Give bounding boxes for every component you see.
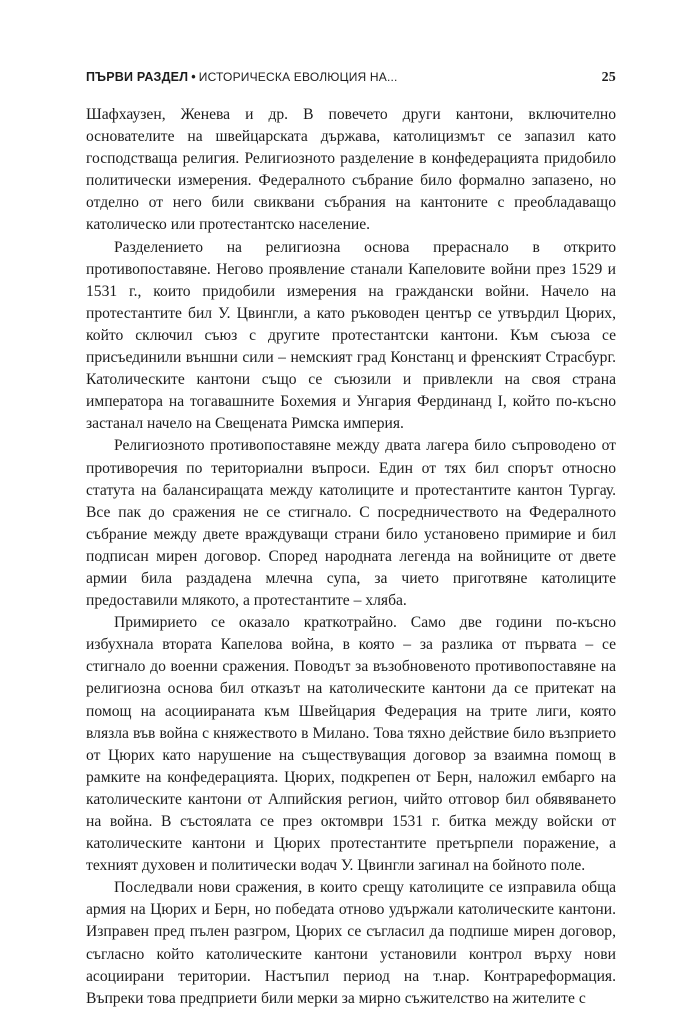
book-page — [86, 68, 616, 1010]
paragraph: Примирието се оказало краткотрайно. Само две години по-късно избухнала втората Капелова война, в която – за разлика от първата – се стигнало до военни сражения. Поводът за възобновеното противопоставяне на религиозна основа бил отказът на католическите кантони да се притекат на помощ на асоциираната към Швейцария Федерация на трите лиги, която влязла във война с княжеството в Милано. Това тяхно действие било възприето от Цюрих като нарушение на съществуващия договор за взаимна помощ в рамките на конфедерацията. Цюрих, подкрепен от Берн, наложил ембарго на католическите кантони от Алпийския регион, чийто отговор бил обявяването на война. В състоялата се през октомври 1531 г. битка между войски от католическите кантони и Цюрих протестантите претърпели поражение, а техният духовен и политически водач У. Цвингли загинал на бойното поле. — [86, 614, 616, 875]
running-head — [86, 68, 616, 87]
section-title: ПЪРВИ РАЗДЕЛ — [86, 70, 189, 84]
paragraph: Разделението на религиозна основа прераснало в открито противопоставяне. Негово проявление станали Капеловите войни през 1529 и 1531 г., които придобили измерения на граждански войни. Начело на протестантите бил У. Цвингли, а като ръководен център се утвърдил Цюрих, който сключил съюз с другите протестантски кантони. Към съюза се присъединили външни сили – немският град Констанц и френският Страсбург. Католическите кантони също се съюзили и привлекли на своя страна императора на тогавашните Бохемия и Унгария Фердинанд I, който по-късно застанал начело на Свещената Римска империя. — [86, 238, 616, 433]
paragraph-continued: Шафхаузен, Женева и др. В повечето други кантони, включително основателите на швейцарската държава, католицизмът се запазил като господстваща религия. Религиозното разделение в конфедерацията придобило политически измерения. Федералното събрание било формално запазено, но отделно от него били свиквани събрания на кантоните с преобладаващо католическо или протестантско население. — [86, 106, 616, 234]
paragraph: Последвали нови сражения, в които срещу католиците се изправила обща армия на Цюрих и Берн, но победата отново удържали католическите кантони. Изправен пред пълен разгром, Цюрих се съгласил да подпише мирен договор, съгласно който католическите кантони установили контрол върху нови асоциирани територии. Настъпил период на т.нар. Контрареформация. Въпреки това предприети били мерки за мирно съжителство на жителите с — [86, 879, 616, 1007]
paragraph: Религиозното противопоставяне между двата лагера било съпроводено от противоречия по териториални въпроси. Един от тях бил спорът относно статута на балансиращата между католиците и протестантите кантон Тургау. Все пак до сражения не се стигнало. С посредничеството на Федералното събрание между двете враждуващи страни било установено примирие и бил подписан мирен договор. Според народната легенда на войниците от двете армии била раздадена млечна супа, за чието приготвяне католиците предоставили млякото, а протестантите – хляба. — [86, 437, 616, 610]
page-number: 25 — [601, 70, 616, 85]
running-head-title — [86, 68, 398, 86]
body-text — [86, 104, 616, 1010]
bullet-separator: • — [191, 70, 196, 84]
chapter-title: ИСТОРИЧЕСКА ЕВОЛЮЦИЯ НА... — [198, 70, 398, 84]
